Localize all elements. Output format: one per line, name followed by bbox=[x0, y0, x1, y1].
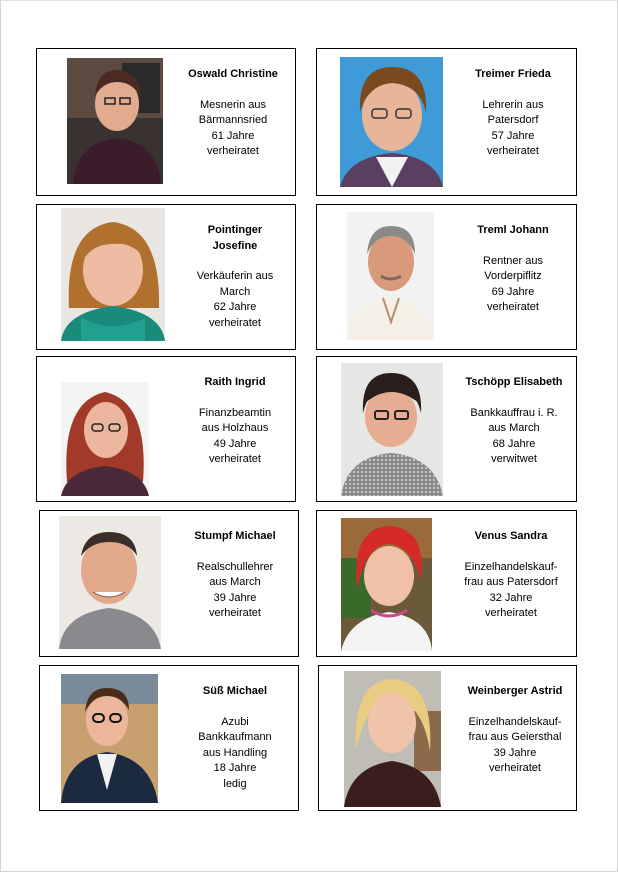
profile-detail: 69 Jahre bbox=[491, 285, 535, 298]
portrait-photo bbox=[341, 518, 432, 651]
profile-detail: verheiratet bbox=[487, 301, 539, 313]
portrait-photo bbox=[61, 208, 165, 341]
profile-name: Raith Ingrid bbox=[204, 376, 266, 388]
profile-detail: verheiratet bbox=[485, 607, 537, 619]
profile-detail: 39 Jahre bbox=[213, 591, 257, 604]
profile-card bbox=[316, 48, 577, 196]
profile-detail: March bbox=[219, 285, 251, 298]
profile-detail: frau aus Patersdorf bbox=[464, 576, 558, 588]
profile-card bbox=[36, 356, 296, 502]
profile-card bbox=[316, 204, 577, 350]
profile-detail: verheiratet bbox=[487, 145, 539, 157]
profile-card bbox=[316, 510, 577, 657]
profile-detail: 62 Jahre bbox=[213, 301, 257, 313]
portrait-photo bbox=[59, 516, 161, 649]
profile-info bbox=[176, 529, 294, 622]
profile-detail: Finanzbeamtin bbox=[198, 406, 272, 419]
profile-card bbox=[39, 510, 299, 657]
profile-detail: Vorderpiflitz bbox=[484, 270, 542, 282]
profile-detail: Rentner aus bbox=[483, 254, 543, 267]
portrait-photo bbox=[347, 212, 434, 340]
profile-detail: 68 Jahre bbox=[492, 437, 536, 450]
profile-info bbox=[179, 223, 291, 331]
profile-detail: 39 Jahre bbox=[493, 746, 537, 759]
profile-detail: Bankkauffrau i. R. bbox=[470, 406, 558, 419]
profile-name: Treimer Frieda bbox=[475, 68, 551, 80]
profile-detail: verheiratet bbox=[207, 145, 259, 157]
profile-detail: aus March bbox=[209, 576, 261, 588]
profile-info bbox=[453, 67, 573, 160]
profile-info bbox=[453, 223, 573, 316]
profile-card bbox=[318, 665, 577, 811]
profile-detail: verheiratet bbox=[489, 762, 541, 774]
profile-detail: 61 Jahre bbox=[211, 129, 255, 142]
profile-detail: Mesnerin aus bbox=[199, 98, 267, 111]
profile-name: Weinberger Astrid bbox=[467, 685, 563, 697]
profile-detail: 18 Jahre bbox=[213, 762, 257, 774]
profile-detail: Azubi bbox=[221, 715, 249, 728]
profile-detail: verheiratet bbox=[209, 316, 261, 329]
profile-name: Oswald Christine bbox=[188, 68, 278, 80]
profile-info bbox=[453, 375, 575, 468]
profile-info bbox=[179, 375, 291, 468]
profile-name: Venus Sandra bbox=[474, 530, 548, 542]
profile-info bbox=[173, 67, 293, 160]
profile-detail: aus Handling bbox=[202, 746, 268, 759]
profile-detail: aus March bbox=[488, 422, 540, 434]
profile-name: Tschöpp Elisabeth bbox=[465, 376, 563, 388]
profile-detail: Realschullehrer bbox=[196, 560, 274, 573]
profile-detail: 57 Jahre bbox=[491, 129, 535, 142]
portrait-photo bbox=[340, 57, 443, 187]
profile-detail: Bärmannsried bbox=[198, 114, 268, 126]
profile-name: Treml Johann bbox=[477, 224, 549, 236]
profile-info bbox=[176, 684, 294, 792]
profile-name: Süß Michael bbox=[202, 685, 268, 697]
profile-detail: 32 Jahre bbox=[489, 591, 533, 604]
profile-name: Pointinger Josefine bbox=[207, 224, 263, 252]
profile-detail: Lehrerin aus bbox=[482, 98, 544, 111]
profile-detail: frau aus Geiersthal bbox=[468, 731, 562, 743]
profile-card bbox=[36, 204, 296, 350]
profile-card bbox=[316, 356, 577, 502]
profile-detail: Einzelhandelskauf- bbox=[464, 560, 558, 573]
portrait-photo bbox=[67, 58, 163, 184]
portrait-photo bbox=[61, 674, 158, 803]
portrait-photo bbox=[341, 363, 443, 496]
profile-detail: Bankkaufmann bbox=[198, 731, 272, 743]
profile-info bbox=[455, 684, 575, 777]
profile-detail: 49 Jahre bbox=[213, 437, 257, 450]
profile-detail: verheiratet bbox=[209, 607, 261, 619]
profile-detail: verheiratet bbox=[209, 453, 261, 465]
profile-detail: Patersdorf bbox=[487, 114, 539, 126]
profile-card bbox=[36, 48, 296, 196]
profile-detail: verwitwet bbox=[491, 453, 537, 465]
profile-name: Stumpf Michael bbox=[194, 530, 276, 542]
profile-info bbox=[447, 529, 575, 622]
profile-detail: aus Holzhaus bbox=[201, 422, 269, 434]
profile-card bbox=[39, 665, 299, 811]
profile-detail: Verkäuferin aus bbox=[196, 270, 274, 282]
profile-detail: Einzelhandelskauf- bbox=[468, 715, 562, 728]
portrait-photo bbox=[344, 671, 441, 807]
profile-detail: ledig bbox=[223, 777, 247, 790]
portrait-photo bbox=[61, 382, 149, 496]
